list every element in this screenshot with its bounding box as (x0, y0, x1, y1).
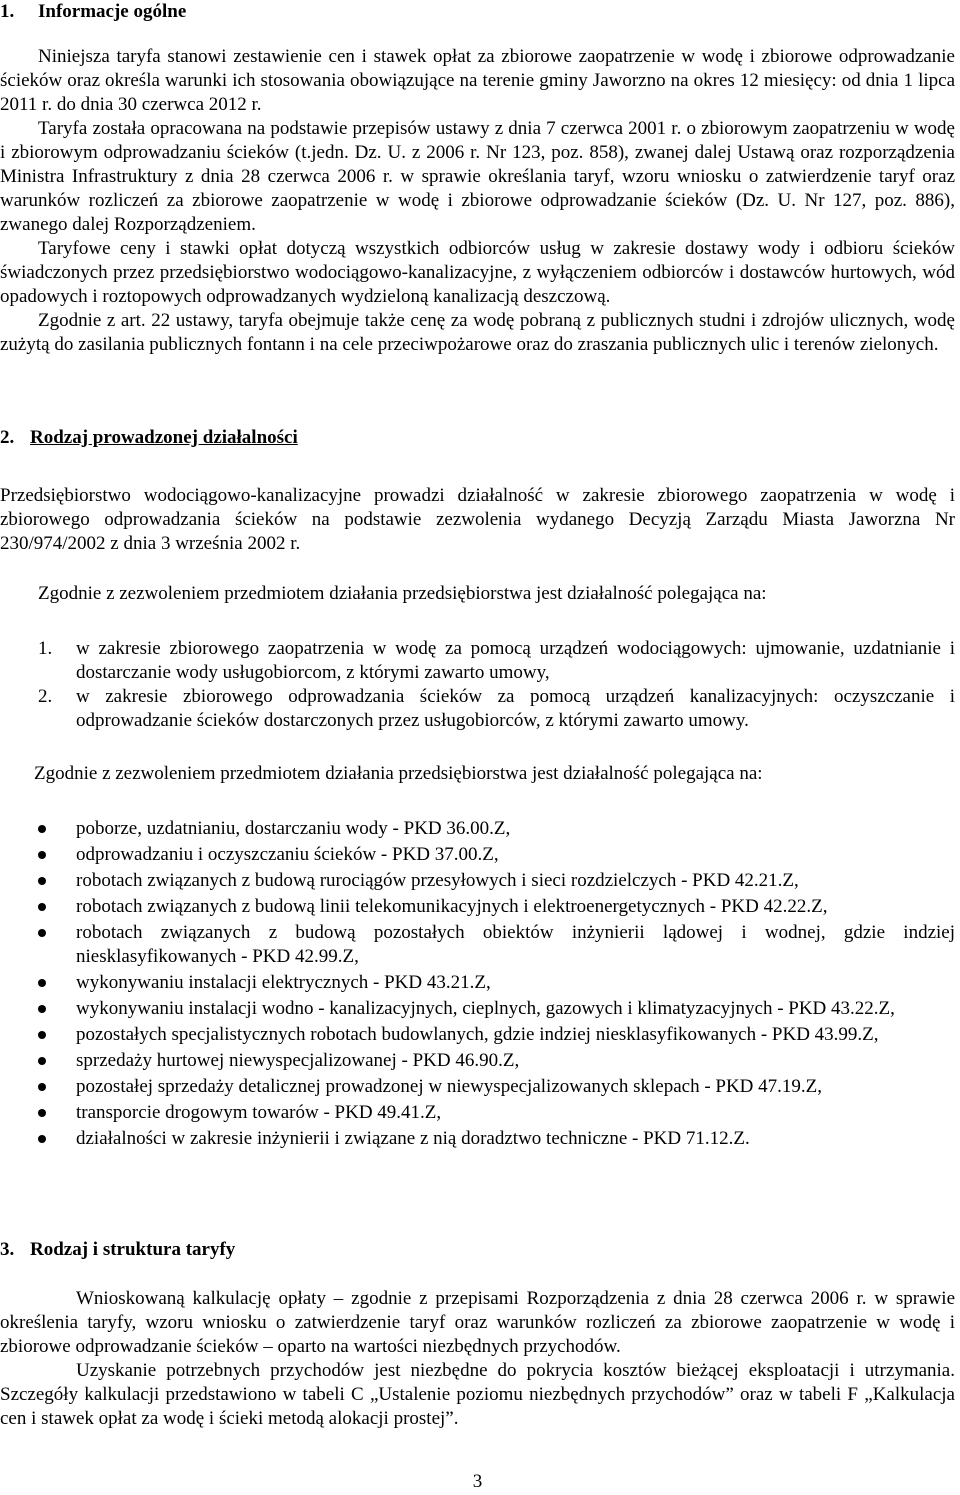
section-1-paragraph-2: Taryfa została opracowana na podstawie przepisów ustawy z dnia 7 czerwca 2001 r. o zbiorowym zaopatrzeniu w wodę i zbiorowym odprowadzaniu ścieków (t.jedn. Dz. U. z 2006 r. Nr 123, poz. 858), zwanej dalej Ustawą oraz rozporządzenia Ministra Infrastruktury z dnia 28 czerwca 2006 r. w sprawie określania taryf, wzoru wniosku o zatwierdzenie taryf oraz warunków rozliczeń za zbiorowe zaopatrzenie w wodę i zbiorowe odprowadzanie ścieków (Dz. U. Nr 127, poz. 886), zwanego dalej Rozporządzeniem. (0, 118, 955, 235)
bullet-icon (38, 1109, 46, 1117)
activity-numbered-list (0, 637, 955, 733)
bullet-icon (38, 903, 46, 911)
bullet-text: działalności w zakresie inżynierii i związane z nią doradztwo techniczne - PKD 71.12.Z. (76, 1128, 750, 1149)
section-1-paragraph-4: Zgodnie z art. 22 ustawy, taryfa obejmuje także cenę za wodę pobraną z publicznych studni i zdrojów ulicznych, wodę zużytą do zasilania publicznych fontann i na cele przeciwpożarowe oraz do zraszania publicznych ulic i terenów zielonych. (0, 310, 955, 355)
section-3-paragraph-1: Wnioskowaną kalkulację opłaty – zgodnie z przepisami Rozporządzenia z dnia 28 czerwca 2006 r. w sprawie określenia taryfy, wzoru wniosku o zatwierdzenie taryf oraz warunków rozliczeń za zbiorowe zaopatrzenie w wodę i zbiorowe odprowadzanie ścieków – oparto na wartości niezbędnych przychodów. (0, 1288, 955, 1357)
numbered-item (0, 637, 955, 685)
page-number: 3 (472, 1471, 483, 1492)
bullet-item (0, 843, 955, 867)
bullet-item (0, 895, 955, 919)
bullet-icon (38, 979, 46, 987)
section-2-number: 2. (0, 427, 15, 448)
bullet-icon (38, 1031, 46, 1039)
bullet-item (0, 1049, 955, 1073)
section-1-paragraph-3: Taryfowe ceny i stawki opłat dotyczą wszystkich odbiorców usług w zakresie dostawy wody i odbioru ścieków świadczonych przez przedsiębiorstwo wodociągowo-kanalizacyjne, z wyłączeniem odbiorców i dostawców hurtowych, wód opadowych i roztopowych odprowadzanych wydzieloną kanalizacją deszczową. (0, 238, 955, 307)
section-1-body (0, 45, 955, 357)
bullet-item (0, 1075, 955, 1099)
bullet-item (0, 1101, 955, 1125)
numbered-item-text: w zakresie zbiorowego zaopatrzenia w wodę za pomocą urządzeń wodociągowych: ujmowanie, uzdatnianie i dostarczanie wody usługobiorcom, z którymi zawarto umowy, (76, 638, 955, 683)
section-2-paragraph-1: Przedsiębiorstwo wodociągowo-kanalizacyjne prowadzi działalność w zakresie zbiorowego zaopatrzenia w wodę i zbiorowego odprowadzania ścieków na podstawie zezwolenia wydanego Decyzją Zarządu Miasta Jaworzna Nr 230/974/2002 z dnia 3 września 2002 r. (0, 485, 955, 554)
section-2-title: Rodzaj prowadzonej działalności (30, 427, 298, 448)
bullet-icon (38, 1057, 46, 1065)
bullet-item (0, 997, 955, 1021)
section-3-number: 3. (0, 1239, 15, 1260)
section-3-heading (0, 1238, 235, 1262)
numbered-item-number: 2. (38, 686, 53, 707)
bullet-text: transporcie drogowym towarów - PKD 49.41.Z, (76, 1102, 442, 1123)
section-2-lead-1 (0, 582, 955, 606)
bullet-text: sprzedaży hurtowej niewyspecjalizowanej - PKD 46.90.Z, (76, 1050, 520, 1071)
bullet-text: wykonywaniu instalacji wodno - kanalizacyjnych, cieplnych, gazowych i klimatyzacyjnych - PKD 43.22.Z, (76, 998, 895, 1019)
numbered-item-text: w zakresie zbiorowego odprowadzania ścieków za pomocą urządzeń kanalizacyjnych: oczyszczanie i odprowadzanie ścieków dostarczonych przez usługobiorców, z którymi zawarto umowy. (76, 686, 955, 731)
bullet-icon (38, 877, 46, 885)
bullet-item (0, 869, 955, 893)
bullet-text: robotach związanych z budową linii telekomunikacyjnych i elektroenergetycznych - PKD 42.22.Z, (76, 896, 828, 917)
bullet-icon (38, 1083, 46, 1091)
section-3-paragraph-2: Uzyskanie potrzebnych przychodów jest niezbędne do pokrycia kosztów bieżącej eksploatacji i utrzymania. Szczegóły kalkulacji przedstawiono w tabeli C „Ustalenie poziomu niezbędnych przychodów” oraz w tabeli F „Kalkulacja cen i stawek opłat za wodę i ścieki metodą alokacji prostej”. (0, 1360, 955, 1429)
section-3-body (0, 1287, 955, 1431)
bullet-icon (38, 1135, 46, 1143)
bullet-icon (38, 929, 46, 937)
section-2-paragraph-3: Zgodnie z zezwoleniem przedmiotem działania przedsiębiorstwa jest działalność polegająca na: (34, 763, 763, 784)
bullet-text: poborze, uzdatnianiu, dostarczaniu wody - PKD 36.00.Z, (76, 818, 511, 839)
bullet-icon (38, 851, 46, 859)
section-1-number: 1. (0, 1, 15, 22)
bullet-item (0, 817, 955, 841)
section-2-lead-2 (0, 762, 955, 786)
numbered-item-number: 1. (38, 638, 53, 659)
bullet-icon (38, 1005, 46, 1013)
section-1-paragraph-1: Niniejsza taryfa stanowi zestawienie cen i stawek opłat za zbiorowe zaopatrzenie w wodę i zbiorowe odprowadzanie ścieków oraz określa warunki ich stosowania obowiązujące na terenie gminy Jaworzno na okres 12 miesięcy: od dnia 1 lipca 2011 r. do dnia 30 czerwca 2012 r. (0, 46, 955, 115)
section-1-heading (0, 0, 186, 24)
bullet-text: robotach związanych z budową rurociągów przesyłowych i sieci rozdzielczych - PKD 42.21.Z, (76, 870, 799, 891)
bullet-text: pozostałej sprzedaży detalicznej prowadzonej w niewyspecjalizowanych sklepach - PKD 47.19.Z, (76, 1076, 823, 1097)
bullet-icon (38, 825, 46, 833)
section-1-title: Informacje ogólne (38, 1, 187, 22)
bullet-text: robotach związanych z budową pozostałych obiektów inżynierii lądowej i wodnej, gdzie indziej niesklasyfikowanych - PKD 42.99.Z, (76, 922, 955, 967)
bullet-item (0, 1023, 955, 1047)
bullet-item (0, 971, 955, 995)
bullet-text: odprowadzaniu i oczyszczaniu ścieków - PKD 37.00.Z, (76, 844, 499, 865)
section-2-paragraph-2: Zgodnie z zezwoleniem przedmiotem działania przedsiębiorstwa jest działalność polegająca na: (38, 583, 767, 604)
section-2-intro (0, 484, 955, 556)
bullet-item (0, 1127, 955, 1151)
bullet-text: wykonywaniu instalacji elektrycznych - PKD 43.21.Z, (76, 972, 491, 993)
section-2-heading (0, 426, 298, 450)
pkd-bullet-list (0, 817, 955, 1153)
bullet-item (0, 921, 955, 969)
bullet-text: pozostałych specjalistycznych robotach budowlanych, gdzie indziej niesklasyfikowanych - PKD 43.99.Z, (76, 1024, 879, 1045)
section-3-title: Rodzaj i struktura taryfy (30, 1239, 236, 1260)
numbered-item (0, 685, 955, 733)
